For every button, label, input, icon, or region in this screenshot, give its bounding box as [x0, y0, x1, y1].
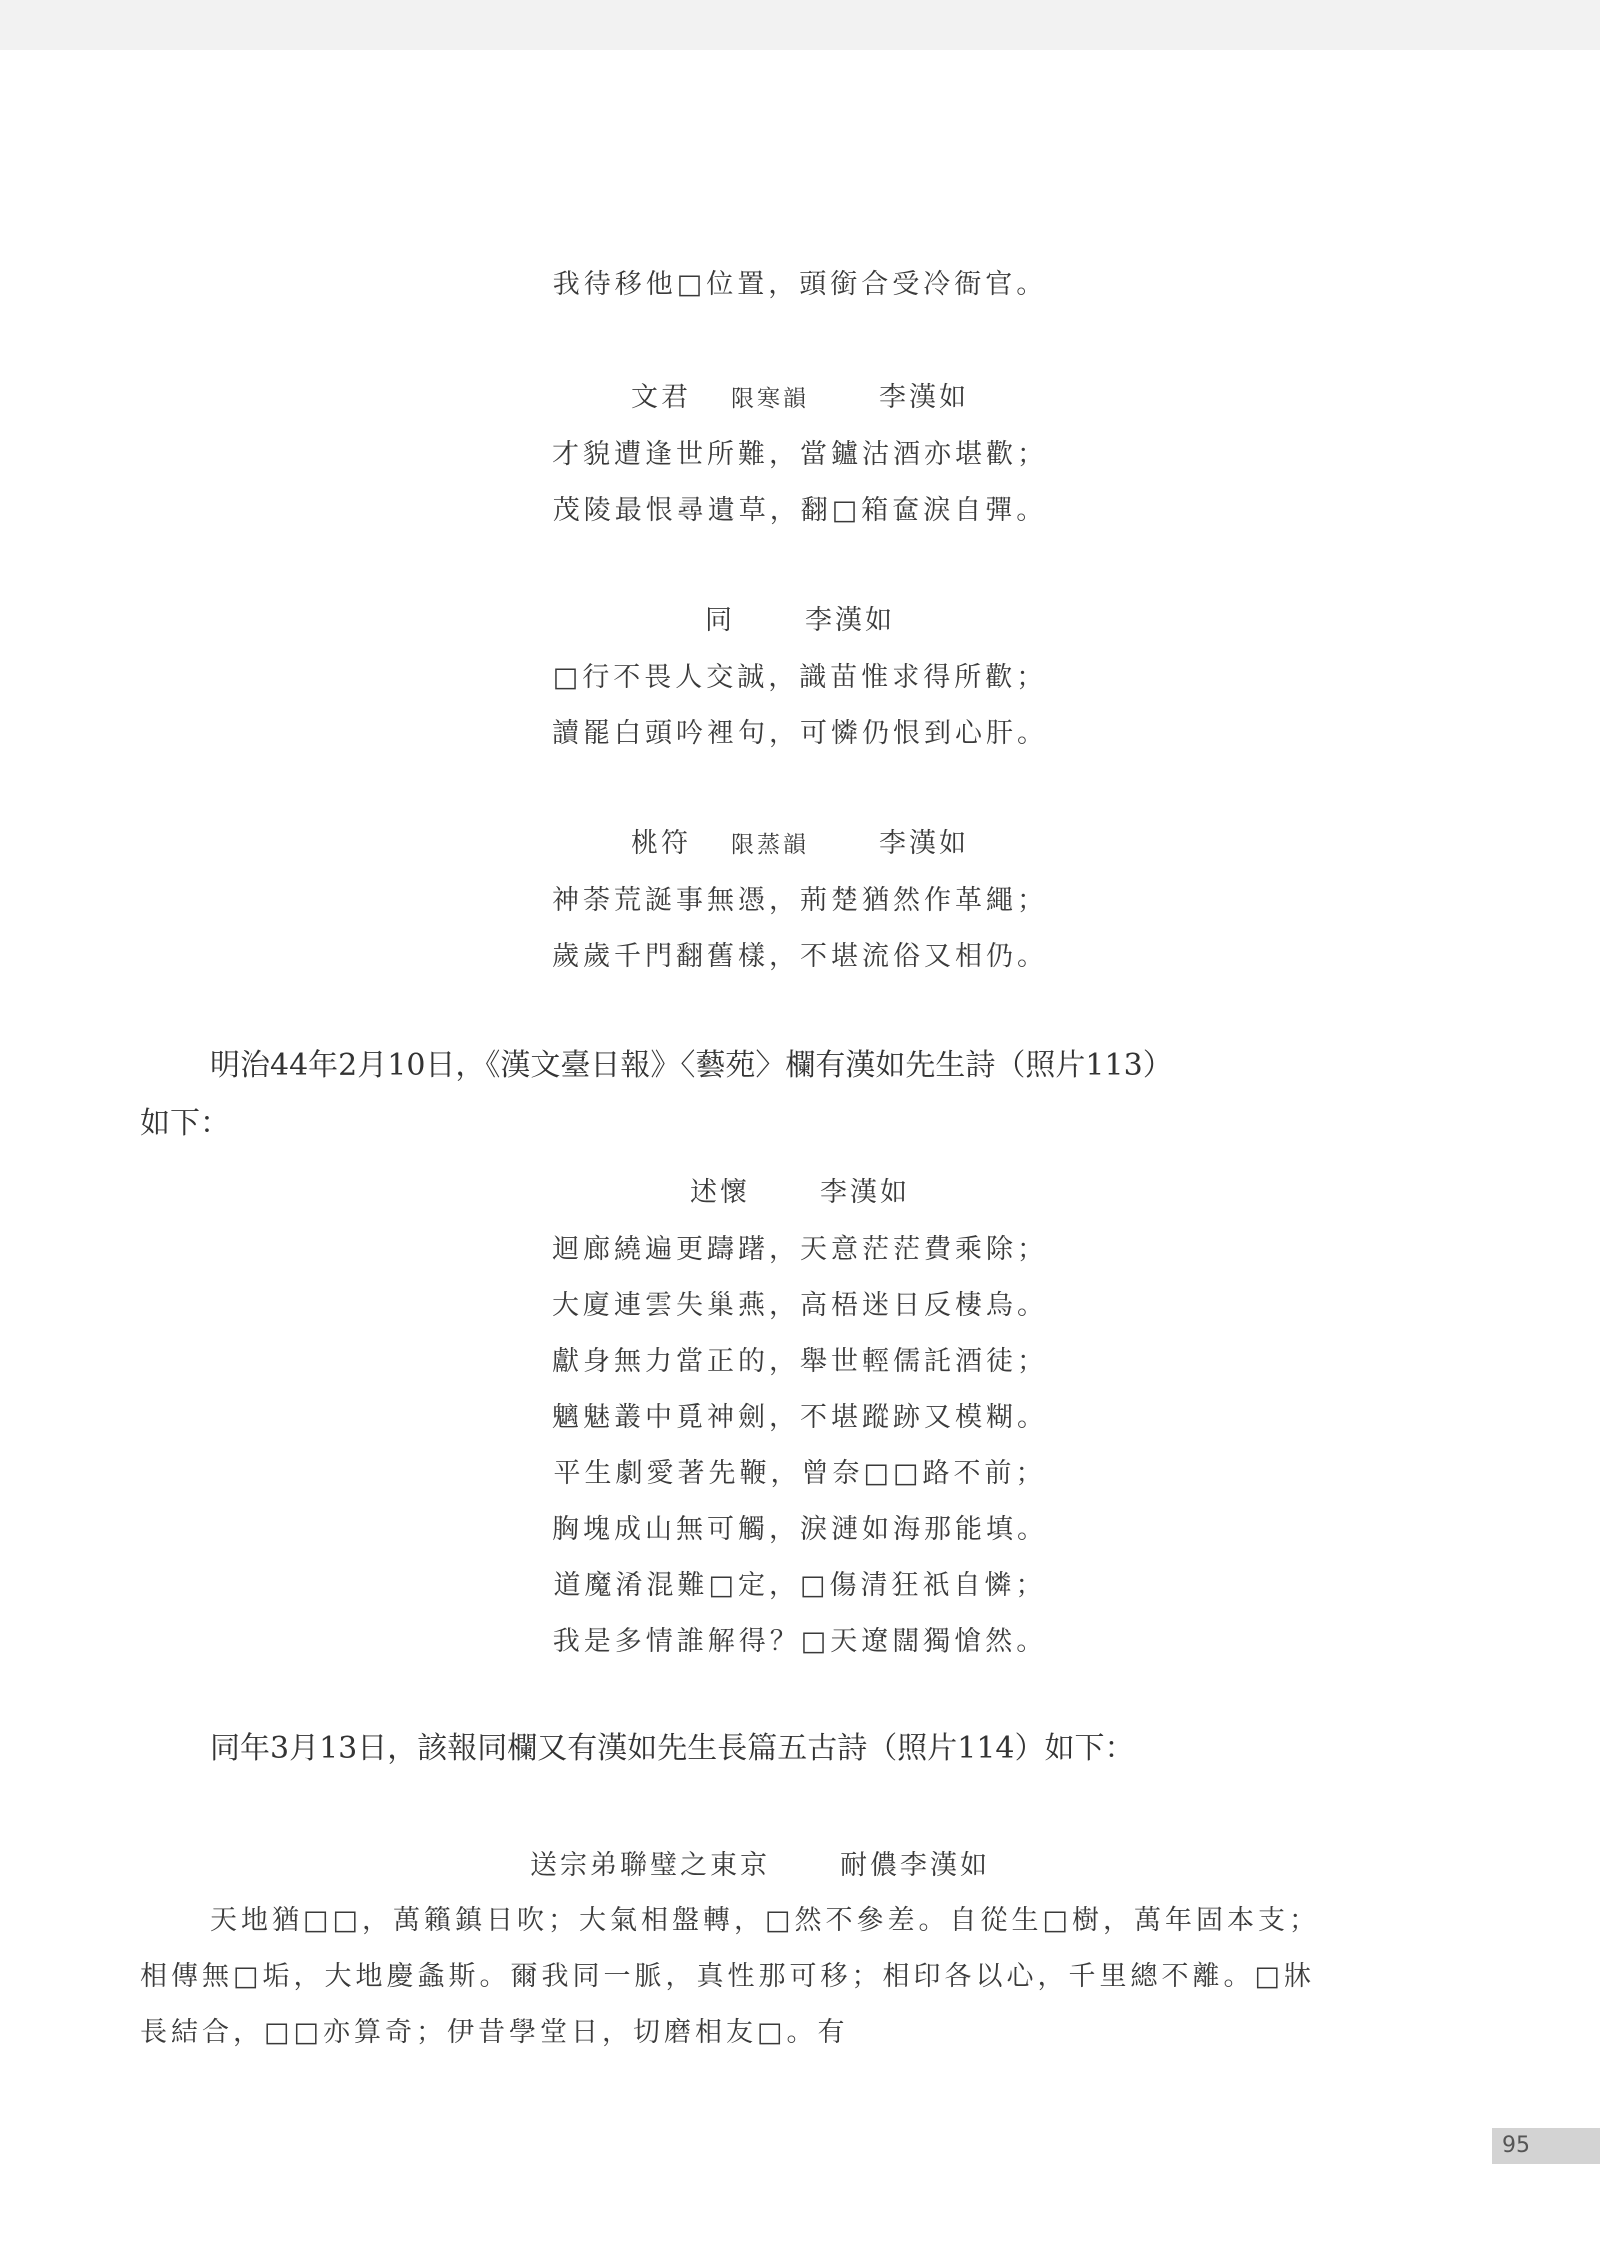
poem4-title: 述懷 — [690, 1177, 750, 1208]
poem5-title: 送宗弟聯璧之東京 — [530, 1850, 770, 1881]
poem4-line: 迴廊繞遍更躊躇，天意茫茫費乘除； — [552, 1234, 1048, 1265]
poem2-title: 同 — [705, 605, 735, 636]
poem4-heading — [0, 1170, 1600, 1209]
poem1-line: 才貌遭逢世所難，當鑪沽酒亦堪歡； — [552, 439, 1048, 470]
poem4-author: 李漢如 — [820, 1177, 910, 1208]
page-number: 95 — [1492, 2128, 1600, 2164]
poem1-heading — [0, 375, 1600, 414]
poem2-heading — [0, 598, 1600, 637]
prose1-line2: 如下： — [140, 1106, 230, 1141]
poem3-heading — [0, 821, 1600, 860]
scan-top-band — [0, 0, 1600, 50]
poem5-heading — [0, 1843, 1560, 1882]
poem3-title: 桃符 — [631, 828, 691, 859]
poem5-text: 天地猶□□，萬籟鎮日吹；大氣相盤轉，□然不參差。自從生□樹，萬年固本支；相傳無□垢，大地慶螽斯。爾我同一脈，真性那可移；相印各以心，千里總不離。□牀長結合，□□亦算奇；伊昔學堂日，切磨相友□。有 — [140, 1905, 1321, 2048]
poem4-line: 大廈連雲失巢燕，高梧迷日反棲烏。 — [552, 1290, 1048, 1321]
poem2-line: 讀罷白頭吟裡句，可憐仍恨到心肝。 — [552, 718, 1048, 749]
poem4-line: 道魔淆混難□定，□傷清狂祇自憐； — [553, 1570, 1047, 1601]
poem4-line: 我是多情誰解得？□天遼闊獨愴然。 — [552, 1626, 1048, 1657]
poem4-line: 平生劇愛著先鞭，曾奈□□路不前； — [553, 1458, 1047, 1489]
poem4-line: 胸塊成山無可觸，淚漣如海那能填。 — [552, 1514, 1048, 1545]
poem2-author: 李漢如 — [805, 605, 895, 636]
poem1-author: 李漢如 — [879, 382, 969, 413]
poem4-line: 獻身無力當正的，舉世輕儒託酒徒； — [552, 1346, 1048, 1377]
poem3-line: 歲歲千門翻舊樣，不堪流俗又相仍。 — [552, 941, 1048, 972]
poem3-rhyme: 限蒸韻 — [731, 832, 809, 858]
prose2-line1: 同年3月13日，該報同欄又有漢如先生長篇五古詩（照片114）如下： — [210, 1731, 1135, 1766]
poem2-line: □行不畏人交誠，識苗惟求得所歡； — [552, 662, 1048, 693]
poem4-line: 魑魅叢中覓神劍，不堪蹤跡又模糊。 — [552, 1402, 1048, 1433]
poem1-line: 茂陵最恨尋遺草，翻□箱奩淚自彈。 — [552, 495, 1048, 526]
poem1-title: 文君 — [631, 382, 691, 413]
poem5-author: 耐儂李漢如 — [840, 1850, 990, 1881]
poem-line: 我待移他□位置，頭銜合受冷衙官。 — [552, 269, 1048, 300]
poem1-rhyme: 限寒韻 — [731, 386, 809, 412]
poem3-line: 神荼荒誕事無憑，荊楚猶然作革繩； — [552, 885, 1048, 916]
poem3-author: 李漢如 — [879, 828, 969, 859]
prose1-line1: 明治44年2月10日，《漢文臺日報》〈藝苑〉欄有漢如先生詩（照片113） — [210, 1048, 1173, 1083]
